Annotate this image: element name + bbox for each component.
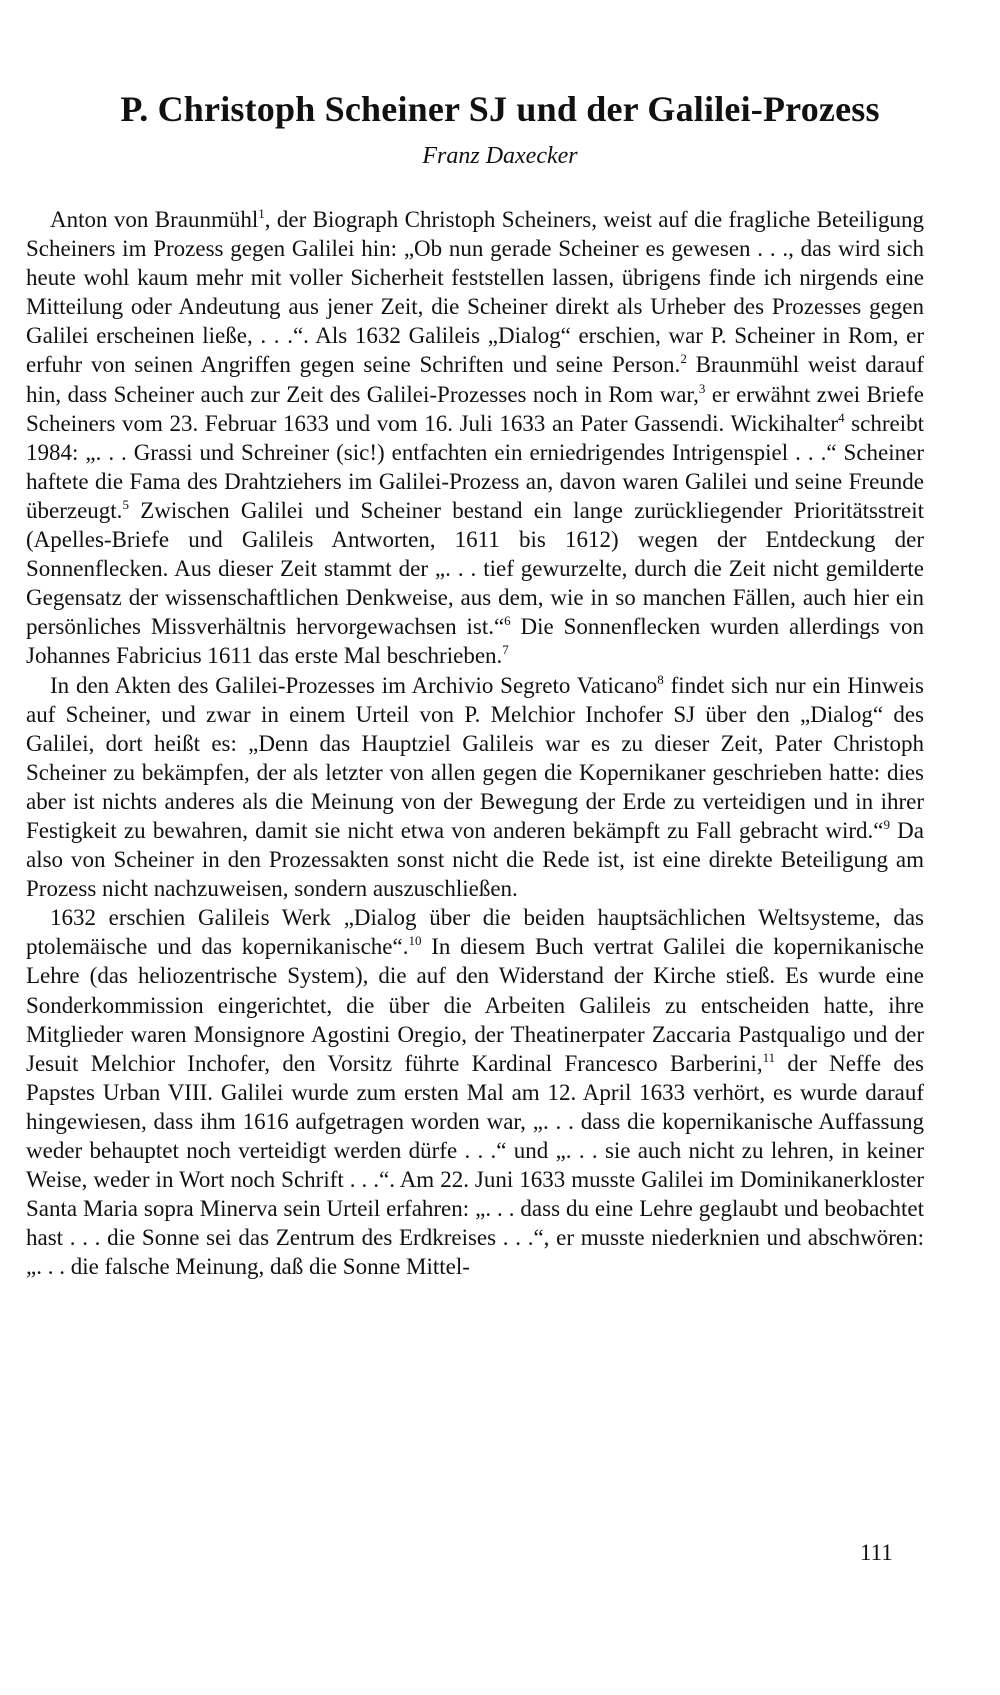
body-text-run: 1632 erschien Galileis Werk „Dialog über die beiden hauptsächlichen Weltsysteme, das ptolemäische und das kopernikanische“. <box>26 905 924 960</box>
article-author: Franz Daxecker <box>422 143 578 169</box>
body-text-run: Die Sonnenflecken wurden allerdings von Johannes Fabricius 1611 das erste Mal beschrieben. <box>26 614 924 669</box>
footnote-marker: 9 <box>883 816 890 832</box>
article-title: P. Christoph Scheiner SJ und der Galilei-Prozess <box>120 89 880 129</box>
footnote-marker: 11 <box>762 1049 776 1065</box>
body-text-run: Braunmühl weist darauf hin, dass Scheiner auch zur Zeit des Galilei-Prozesses noch in Rom war, <box>26 352 925 407</box>
footnote-marker: 6 <box>504 613 511 629</box>
page-number: 111 <box>860 1540 893 1565</box>
body-text-run: Zwischen Galilei und Scheiner bestand ein lange zurückliegender Prioritätsstreit (Apelles-Briefe und Galileis Antworten, 1611 bis 1612) wegen der Entdeckung der Sonnenflecken. Aus dieser Zeit stammt der „. . . tief gewurzelte, durch die Zeit nicht gemilderte Gegensatz der wissenschaftlichen Denkweise, aus dem, wie in so manchen Fällen, auch hier ein persönliches Missverhältnis hervorgewachsen ist.“ <box>26 497 924 640</box>
body-text-run: findet sich nur ein Hinweis auf Scheiner, und zwar in einem Urteil von P. Melchior Inchofer SJ über den „Dialog“ des Galilei, dort heißt es: „Denn das Hauptziel Galileis war es zu dieser Zeit, Pater Christoph Scheiner zu bekämpfen, der als letzter von allen gegen die Kopernikaner geschrieben hatte: dies aber ist nichts anderes als die Meinung von der Bewegung der Erde zu verteidigen und in ihrer Festigkeit zu bewahren, damit sie nicht etwa von anderen bekämpft zu Fall gebracht wird.“ <box>26 672 924 843</box>
footnote-marker: 10 <box>408 933 422 949</box>
footnote-marker: 1 <box>258 206 265 221</box>
body-paragraph <box>26 671 924 904</box>
body-paragraph <box>26 205 924 671</box>
body-text-run: Da also von Scheiner in den Prozessakten sonst nicht die Rede ist, ist eine direkte Beteiligung am Prozess nicht nachzuweisen, sondern auszuschließen. <box>26 817 924 902</box>
body-text-run: In diesem Buch vertrat Galilei die kopernikanische Lehre (das heliozentrische System), die auf den Widerstand der Kirche stieß. Es wurde eine Sonderkommission eingerichtet, die über die Arbeiten Galileis zu entscheiden hatte, ihre Mitglieder waren Monsignore Agostini Oregio, der Theatinerpater Zaccaria Pastqualigo und der Jesuit Melchior Inchofer, den Vorsitz führte Kardinal Francesco Barberini, <box>26 934 924 1076</box>
footnote-marker: 5 <box>122 496 129 512</box>
body-text-run: der Neffe des Papstes Urban VIII. Galilei wurde zum ersten Mal am 12. April 1633 verhört, es wurde darauf hingewiesen, dass ihm 1616 aufgetragen worden war, „. . . dass die kopernikanische Auffassung weder behauptet noch verteidigt werden dürfe . . .“ und „. . . sie auch nicht zu lehren, in keiner Weise, weder in Wort noch Schrift . . .“. Am 22. Juni 1633 musste Galilei im Dominikanerkloster Santa Maria sopra Minerva sein Urteil erfahren: „. . . dass du eine Lehre geglaubt und beobachtet hast . . . die Sonne sei das Zentrum des Erdkreises . . .“, er musste niederknien und abschwören: „. . . die falsche Meinung, daß die Sonne Mittel- <box>26 1050 924 1280</box>
body-text-run: er erwähnt zwei Briefe Scheiners vom 23. Februar 1633 und vom 16. Juli 1633 an Pater Gassendi. Wickihalter <box>26 381 924 436</box>
body-text-run: , der Biograph Christoph Scheiners, weist auf die fragliche Beteiligung Scheiners im Prozess gegen Galilei hin: „Ob nun gerade Scheiner es gewesen . . ., das wird sich heute wohl kaum mehr mit voller Sicherheit feststellen lassen, übrigens finde ich nirgends eine Mitteilung oder Andeutung aus jener Zeit, die Scheiner direkt als Urheber des Prozesses gegen Galilei erscheinen ließe, . . .“. Als 1632 Galileis „Dialog“ erschien, war P. Scheiner in Rom, er erfuhr von seinen Angriffen gegen seine Schriften und seine Person. <box>26 207 924 378</box>
footnote-marker: 3 <box>698 380 706 396</box>
footnote-marker: 2 <box>680 351 687 367</box>
body-text-run: In den Akten des Galilei-Prozesses im Archivio Segreto Vaticano <box>50 672 658 698</box>
body-text-run: schreibt 1984: „. . . Grassi und Schreiner (sic!) entfachten ein erniedrigendes Intrigenspiel . . .“ Scheiner haftete die Fama des Drahtziehers im Galilei-Prozess an, davon waren Galilei und seine Freunde überzeugt. <box>26 410 924 523</box>
body-text-run: Anton von Braunmühl <box>50 207 259 232</box>
footnote-marker: 4 <box>838 409 845 425</box>
article-body <box>26 205 924 1281</box>
body-paragraph <box>26 903 924 1281</box>
footnote-marker: 7 <box>502 642 509 658</box>
footnote-marker: 8 <box>657 671 664 687</box>
